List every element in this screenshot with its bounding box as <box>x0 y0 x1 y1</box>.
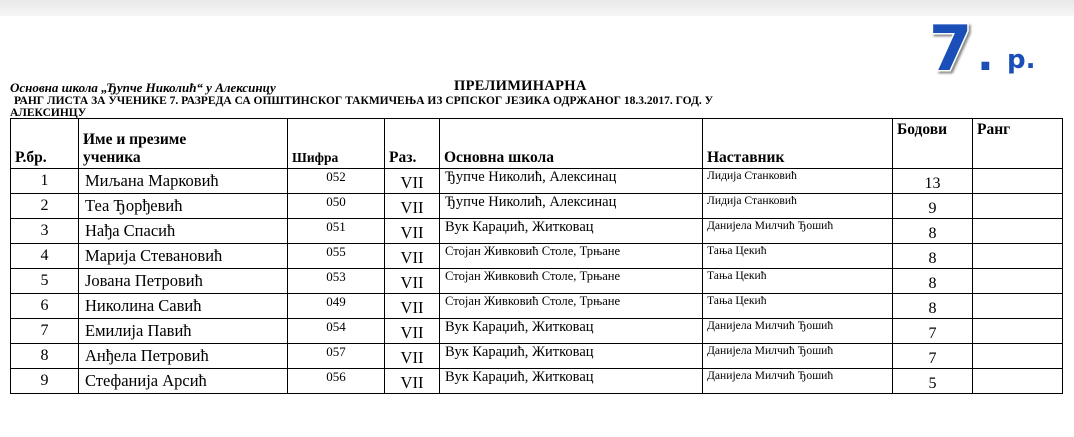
cell-rank <box>973 244 1063 269</box>
cell-rank <box>973 369 1063 394</box>
cell-teacher: Данијела Милчић Ђошић <box>703 319 893 344</box>
table-body <box>11 169 1063 394</box>
cell-points: 8 <box>893 244 973 269</box>
col-header-rank: Ранг <box>973 119 1063 169</box>
table-row <box>11 344 1063 369</box>
school-heading: Основна школа „Ђупче Николић“ у Алексинцу <box>10 80 276 95</box>
badge-number: 7 <box>929 12 973 76</box>
cell-student-name: Стефанија Арсић <box>79 369 288 394</box>
cell-number: 5 <box>11 269 79 294</box>
col-header-name-line1: Име и презиме <box>83 131 187 148</box>
cell-grade: VII <box>385 219 440 244</box>
cell-school: Ђупче Николић, Алексинац <box>440 194 703 219</box>
table-header-row <box>11 119 1063 169</box>
cell-points: 8 <box>893 294 973 319</box>
cell-school: Вук Караџић, Житковац <box>440 319 703 344</box>
table-row <box>11 194 1063 219</box>
cell-code: 055 <box>288 244 385 269</box>
cell-number: 8 <box>11 344 79 369</box>
cell-code: 053 <box>288 269 385 294</box>
cell-rank <box>973 194 1063 219</box>
col-header-points: Бодови <box>893 119 973 169</box>
cell-teacher: Тања Цекић <box>703 244 893 269</box>
table-row <box>11 169 1063 194</box>
cell-rank <box>973 319 1063 344</box>
col-header-name-line2: ученика <box>83 149 141 166</box>
col-header-name <box>79 119 288 169</box>
cell-school: Стојан Живковић Столе, Трњане <box>440 244 703 269</box>
ranking-table <box>10 118 1063 394</box>
table-row <box>11 319 1063 344</box>
col-header-school: Основна школа <box>440 119 703 169</box>
cell-number: 7 <box>11 319 79 344</box>
cell-school: Вук Караџић, Житковац <box>440 344 703 369</box>
cell-grade: VII <box>385 294 440 319</box>
cell-number: 3 <box>11 219 79 244</box>
cell-school: Вук Караџић, Житковац <box>440 219 703 244</box>
cell-code: 057 <box>288 344 385 369</box>
cell-points: 7 <box>893 319 973 344</box>
cell-points: 9 <box>893 194 973 219</box>
cell-teacher: Лидија Станковић <box>703 194 893 219</box>
rank-list-place: АЛЕКСИНЦУ <box>10 107 87 119</box>
cell-rank <box>973 269 1063 294</box>
cell-rank <box>973 169 1063 194</box>
cell-teacher: Тања Цекић <box>703 294 893 319</box>
cell-grade: VII <box>385 319 440 344</box>
cell-grade: VII <box>385 369 440 394</box>
cell-teacher: Данијела Милчић Ђошић <box>703 219 893 244</box>
cell-rank <box>973 294 1063 319</box>
rank-list-title: РАНГ ЛИСТА ЗА УЧЕНИКЕ 7. РАЗРЕДА СА ОПШТИНСКОГ ТАКМИЧЕЊА ИЗ СРПСКОГ ЈЕЗИКА ОДРЖАНОГ 18.3.2017. ГОД. У <box>14 95 714 107</box>
cell-grade: VII <box>385 244 440 269</box>
cell-student-name: Емилија Павић <box>79 319 288 344</box>
top-bar <box>0 0 1074 16</box>
cell-grade: VII <box>385 194 440 219</box>
cell-school: Стојан Живковић Столе, Трњане <box>440 269 703 294</box>
cell-teacher: Тања Цекић <box>703 269 893 294</box>
cell-student-name: Анђела Петровић <box>79 344 288 369</box>
cell-student-name: Николина Савић <box>79 294 288 319</box>
cell-student-name: Миљана Марковић <box>79 169 288 194</box>
cell-student-name: Марија Стевановић <box>79 244 288 269</box>
cell-grade: VII <box>385 169 440 194</box>
cell-number: 9 <box>11 369 79 394</box>
cell-grade: VII <box>385 269 440 294</box>
cell-school: Стојан Живковић Столе, Трњане <box>440 294 703 319</box>
cell-points: 13 <box>893 169 973 194</box>
cell-code: 051 <box>288 219 385 244</box>
col-header-code: Шифра <box>288 119 385 169</box>
cell-grade: VII <box>385 344 440 369</box>
cell-rank <box>973 219 1063 244</box>
cell-number: 2 <box>11 194 79 219</box>
cell-points: 8 <box>893 219 973 244</box>
table-row <box>11 369 1063 394</box>
cell-school: Вук Караџић, Житковац <box>440 369 703 394</box>
cell-code: 049 <box>288 294 385 319</box>
cell-student-name: Јована Петровић <box>79 269 288 294</box>
cell-points: 7 <box>893 344 973 369</box>
cell-teacher: Лидија Станковић <box>703 169 893 194</box>
grade-badge <box>925 10 1065 76</box>
cell-points: 8 <box>893 269 973 294</box>
cell-number: 6 <box>11 294 79 319</box>
cell-student-name: Нађа Спасић <box>79 219 288 244</box>
cell-number: 1 <box>11 169 79 194</box>
cell-teacher: Данијела Милчић Ђошић <box>703 369 893 394</box>
cell-rank <box>973 344 1063 369</box>
table-row <box>11 244 1063 269</box>
cell-code: 050 <box>288 194 385 219</box>
cell-code: 054 <box>288 319 385 344</box>
badge-dot: . <box>977 30 994 76</box>
grade-badge-graphic <box>925 10 1065 76</box>
col-header-number: Р.бр. <box>11 119 79 169</box>
badge-suffix: р. <box>1007 45 1036 75</box>
cell-number: 4 <box>11 244 79 269</box>
table-row <box>11 219 1063 244</box>
cell-teacher: Данијела Милчић Ђошић <box>703 344 893 369</box>
cell-student-name: Теа Ђорђевић <box>79 194 288 219</box>
preliminary-heading: ПРЕЛИМИНАРНА <box>454 78 587 94</box>
table-row <box>11 294 1063 319</box>
cell-code: 056 <box>288 369 385 394</box>
col-header-teacher: Наставник <box>703 119 893 169</box>
cell-school: Ђупче Николић, Алексинац <box>440 169 703 194</box>
cell-points: 5 <box>893 369 973 394</box>
col-header-grade: Раз. <box>385 119 440 169</box>
table-row <box>11 269 1063 294</box>
cell-code: 052 <box>288 169 385 194</box>
